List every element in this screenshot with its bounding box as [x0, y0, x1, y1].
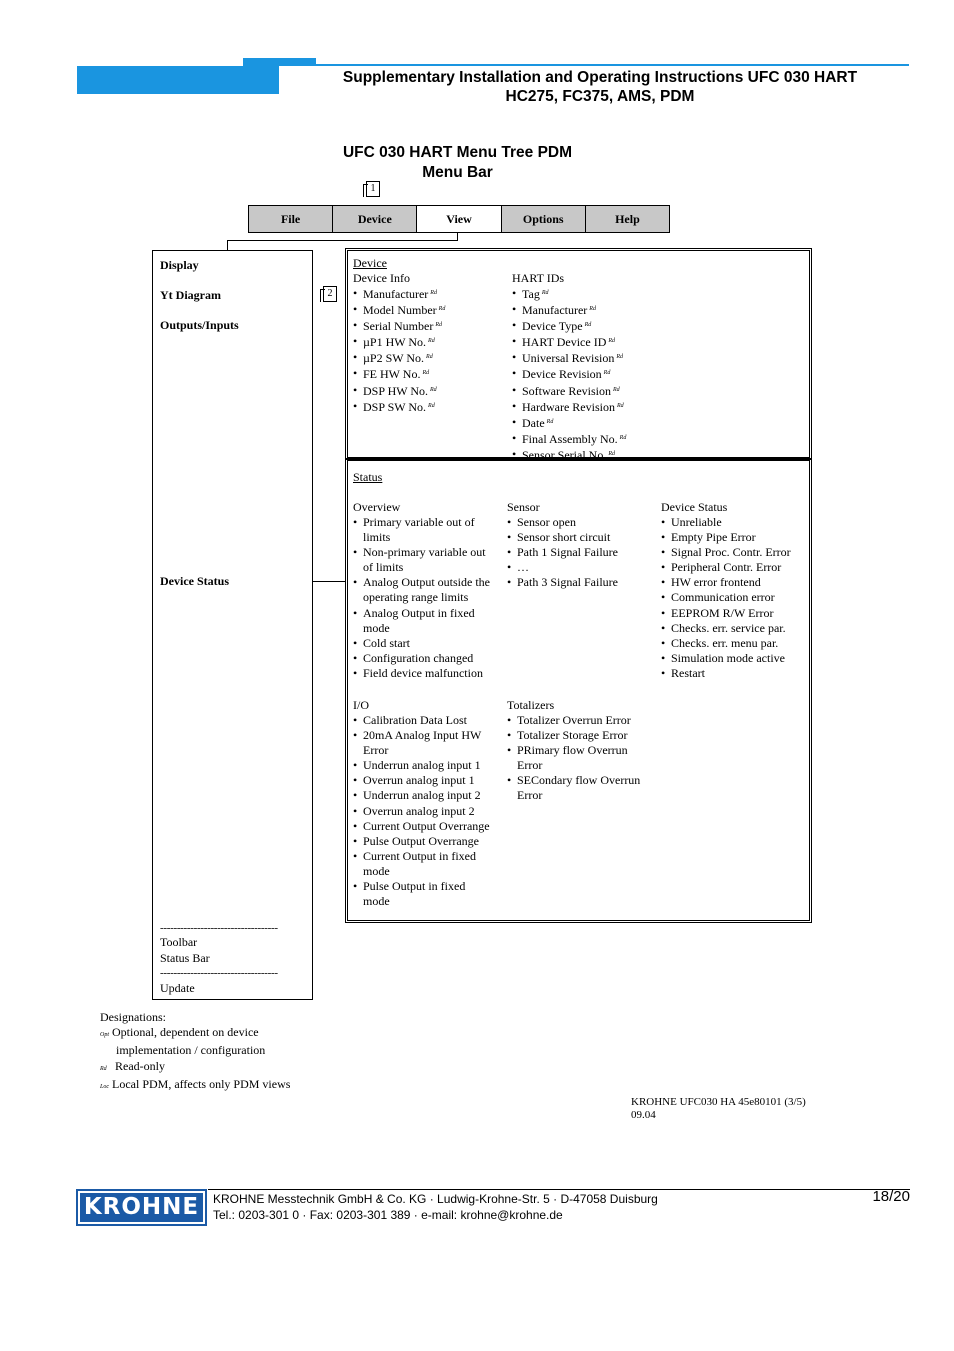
menu-tree-title-line2: Menu Bar	[422, 164, 493, 181]
view-menu-update[interactable]: Update	[160, 981, 195, 995]
read-only-mark: Rd	[541, 290, 549, 296]
list-item: • Sensor short circuit	[507, 530, 618, 545]
list-item: • Cold start	[353, 636, 490, 651]
list-item: • Configuration changed	[353, 651, 490, 666]
footer-contact-line: Tel.: 0203-301 0 · Fax: 0203-301 389 · e-mail: krohne@krohne.de	[213, 1208, 563, 1222]
menu-tree-title	[300, 143, 615, 183]
list-item: • Checks. err. service par.	[661, 621, 791, 636]
list-item: • Device Revision $^{Rd}$	[512, 366, 626, 382]
list-item: • Overrun analog input 2	[353, 804, 490, 819]
menu-bar	[248, 205, 670, 233]
list-item: • DSP SW No. $^{Rd}$	[353, 399, 445, 415]
krohne-logo-text: KROHNE	[80, 1193, 203, 1222]
view-menu-separator: -----------------------------------	[160, 967, 278, 979]
read-only-mark: Rd	[616, 402, 624, 409]
list-item: • Analog Output outside the operating range limits	[353, 575, 490, 605]
list-item: • Current Output Overrange	[353, 819, 490, 834]
optional-mark: Opt	[100, 1032, 109, 1039]
designation-readonly	[100, 1059, 290, 1077]
list-item: • Device Type $^{Rd}$	[512, 318, 626, 334]
designation-local	[100, 1077, 290, 1095]
list-item: • Signal Proc. Contr. Error	[661, 545, 791, 560]
list-item: • DSP HW No. $^{Rd}$	[353, 383, 445, 399]
list-item: • Primary variable out of limits	[353, 515, 490, 545]
designation-optional-cont: implementation / configuration	[116, 1043, 266, 1058]
list-item: • 20mA Analog Input HW Error	[353, 728, 490, 758]
footer-address-line: KROHNE Messtechnik GmbH & Co. KG · Ludwig-Krohne-Str. 5 · D-47058 Duisburg	[213, 1192, 658, 1206]
list-item: • Field device malfunction	[353, 666, 490, 681]
io-title: I/O	[353, 698, 369, 712]
local-mark: Loc	[100, 1083, 109, 1090]
list-item: • Path 1 Signal Failure	[507, 545, 618, 560]
designations-title: Designations:	[100, 1010, 166, 1024]
connector-line	[313, 581, 345, 582]
document-title-line2: HC275, FC375, AMS, PDM	[505, 88, 695, 105]
read-only-mark: Rd	[435, 322, 442, 329]
read-only-mark: Rd	[608, 338, 616, 345]
list-item: • Serial Number $^{Rd}$	[353, 318, 445, 334]
optional-text: Optional, dependent on device	[112, 1025, 259, 1040]
footer-rule	[208, 1189, 910, 1190]
hart-ids-title: HART IDs	[512, 271, 565, 285]
device-info-list	[353, 286, 445, 415]
list-item: • Sensor Serial No. $^{Rd}$	[512, 447, 626, 463]
list-item: • Communication error	[661, 590, 791, 605]
view-menu-toolbar[interactable]: Toolbar	[160, 935, 198, 949]
overview-list	[353, 515, 490, 681]
read-only-mark: Rd	[613, 386, 620, 393]
view-menu-yt-diagram[interactable]: Yt Diagram	[160, 288, 221, 302]
list-item: • Software Revision $^{Rd}$	[512, 383, 626, 399]
page-number: 18/20	[872, 1188, 910, 1205]
document-title	[290, 68, 910, 106]
header-blue-block	[77, 66, 279, 94]
device-status-title: Device Status	[661, 500, 728, 514]
read-only-mark: Rd	[546, 418, 554, 425]
reference-marker-1: 1	[366, 181, 380, 197]
read-only-mark: Rd	[422, 370, 430, 377]
list-item: • Totalizer Storage Error	[507, 728, 640, 743]
read-only-mark: Rd	[603, 370, 611, 377]
list-item: • Overrun analog input 1	[353, 773, 490, 788]
list-item: • FE HW No. $^{Rd}$	[353, 366, 445, 382]
list-item: • µP1 HW No. $^{Rd}$	[353, 334, 445, 350]
view-menu-status-bar[interactable]: Status Bar	[160, 951, 210, 965]
device-info-title: Device Info	[353, 271, 410, 285]
list-item: • EEPROM R/W Error	[661, 606, 791, 621]
view-menu-panel	[152, 250, 313, 1000]
readonly-mark: Rd	[100, 1065, 107, 1072]
view-menu-separator: -----------------------------------	[160, 922, 278, 934]
readonly-text: Read-only	[115, 1058, 165, 1073]
document-title-line1: Supplementary Installation and Operating Instructions UFC 030 HART	[342, 69, 858, 86]
list-item: • Final Assembly No. $^{Rd}$	[512, 431, 626, 447]
list-item: • …	[507, 560, 618, 575]
krohne-logo	[76, 1189, 207, 1226]
document-reference-date: 09.04	[631, 1109, 656, 1121]
menu-view[interactable]: View	[417, 206, 501, 232]
list-item: • µP2 SW No. $^{Rd}$	[353, 350, 445, 366]
local-text: Local PDM, affects only PDM views	[112, 1076, 291, 1091]
overview-title: Overview	[353, 500, 401, 514]
read-only-mark: Rd	[616, 354, 623, 361]
status-panel-heading: Status	[353, 470, 383, 484]
header-rule	[279, 64, 909, 66]
document-reference	[631, 1096, 806, 1122]
menu-file[interactable]: File	[249, 206, 333, 232]
connector-line	[227, 240, 458, 241]
list-item: • Non-primary variable out of limits	[353, 545, 490, 575]
list-item: • Sensor open	[507, 515, 618, 530]
hart-ids-list	[512, 286, 626, 463]
list-item: • Underrun analog input 2	[353, 788, 490, 803]
sensor-title: Sensor	[507, 500, 540, 514]
designations-legend	[100, 1010, 290, 1095]
list-item: • Analog Output in fixed mode	[353, 606, 490, 636]
device-status-list	[661, 515, 791, 681]
list-item: • Universal Revision $^{Rd}$	[512, 350, 626, 366]
reference-marker-2: 2	[323, 286, 337, 302]
view-menu-device-status[interactable]: Device Status	[160, 574, 229, 588]
list-item: • Manufacturer $^{Rd}$	[353, 286, 445, 302]
list-item: • Restart	[661, 666, 791, 681]
list-item: • HW error frontend	[661, 575, 791, 590]
list-item: • Checks. err. menu par.	[661, 636, 791, 651]
menu-help[interactable]: Help	[586, 206, 669, 232]
list-item: • Manufacturer $^{Rd}$	[512, 302, 626, 318]
read-only-mark: Rd	[430, 290, 437, 296]
footer-address	[213, 1191, 658, 1223]
list-item: • PRimary flow Overrun Error	[507, 743, 640, 773]
list-item: • SECondary flow Overrun Error	[507, 773, 640, 803]
read-only-mark: Rd	[428, 402, 435, 409]
device-panel-heading: Device	[353, 256, 387, 270]
list-item: • Pulse Output Overrange	[353, 834, 490, 849]
view-menu-outputs-inputs[interactable]: Outputs/Inputs	[160, 318, 239, 332]
list-item: • Tag $^{Rd}$	[512, 286, 626, 302]
menu-tree-title-line1: UFC 030 HART Menu Tree PDM	[342, 144, 573, 161]
sensor-list	[507, 515, 618, 590]
list-item: • Path 3 Signal Failure	[507, 575, 618, 590]
totalizers-title: Totalizers	[507, 698, 555, 712]
read-only-mark: Rd	[430, 386, 437, 393]
read-only-mark: Rd	[584, 322, 592, 329]
read-only-mark: Rd	[608, 450, 615, 457]
list-item: • Totalizer Overrun Error	[507, 713, 640, 728]
designation-optional	[100, 1025, 290, 1043]
list-item: • Peripheral Contr. Error	[661, 560, 791, 575]
document-reference-code: KROHNE UFC030 HA 45e80101 (3/5)	[631, 1096, 806, 1108]
list-item: • Underrun analog input 1	[353, 758, 490, 773]
list-item: • HART Device ID $^{Rd}$	[512, 334, 626, 350]
list-item: • Simulation mode active	[661, 651, 791, 666]
list-item: • Model Number $^{Rd}$	[353, 302, 445, 318]
read-only-mark: Rd	[438, 306, 446, 313]
list-item: • Hardware Revision $^{Rd}$	[512, 399, 626, 415]
list-item: • Calibration Data Lost	[353, 713, 490, 728]
menu-options[interactable]: Options	[502, 206, 586, 232]
list-item: • Current Output in fixed mode	[353, 849, 490, 879]
totalizers-list	[507, 713, 640, 804]
list-item: • Empty Pipe Error	[661, 530, 791, 545]
read-only-mark: Rd	[589, 306, 596, 313]
io-list	[353, 713, 490, 909]
read-only-mark: Rd	[426, 354, 433, 361]
list-item: • Unreliable	[661, 515, 791, 530]
read-only-mark: Rd	[619, 434, 627, 441]
list-item: • Pulse Output in fixed mode	[353, 879, 490, 909]
view-menu-display[interactable]: Display	[160, 258, 199, 272]
list-item: • Date $^{Rd}$	[512, 415, 626, 431]
menu-device[interactable]: Device	[333, 206, 417, 232]
read-only-mark: Rd	[428, 338, 435, 345]
